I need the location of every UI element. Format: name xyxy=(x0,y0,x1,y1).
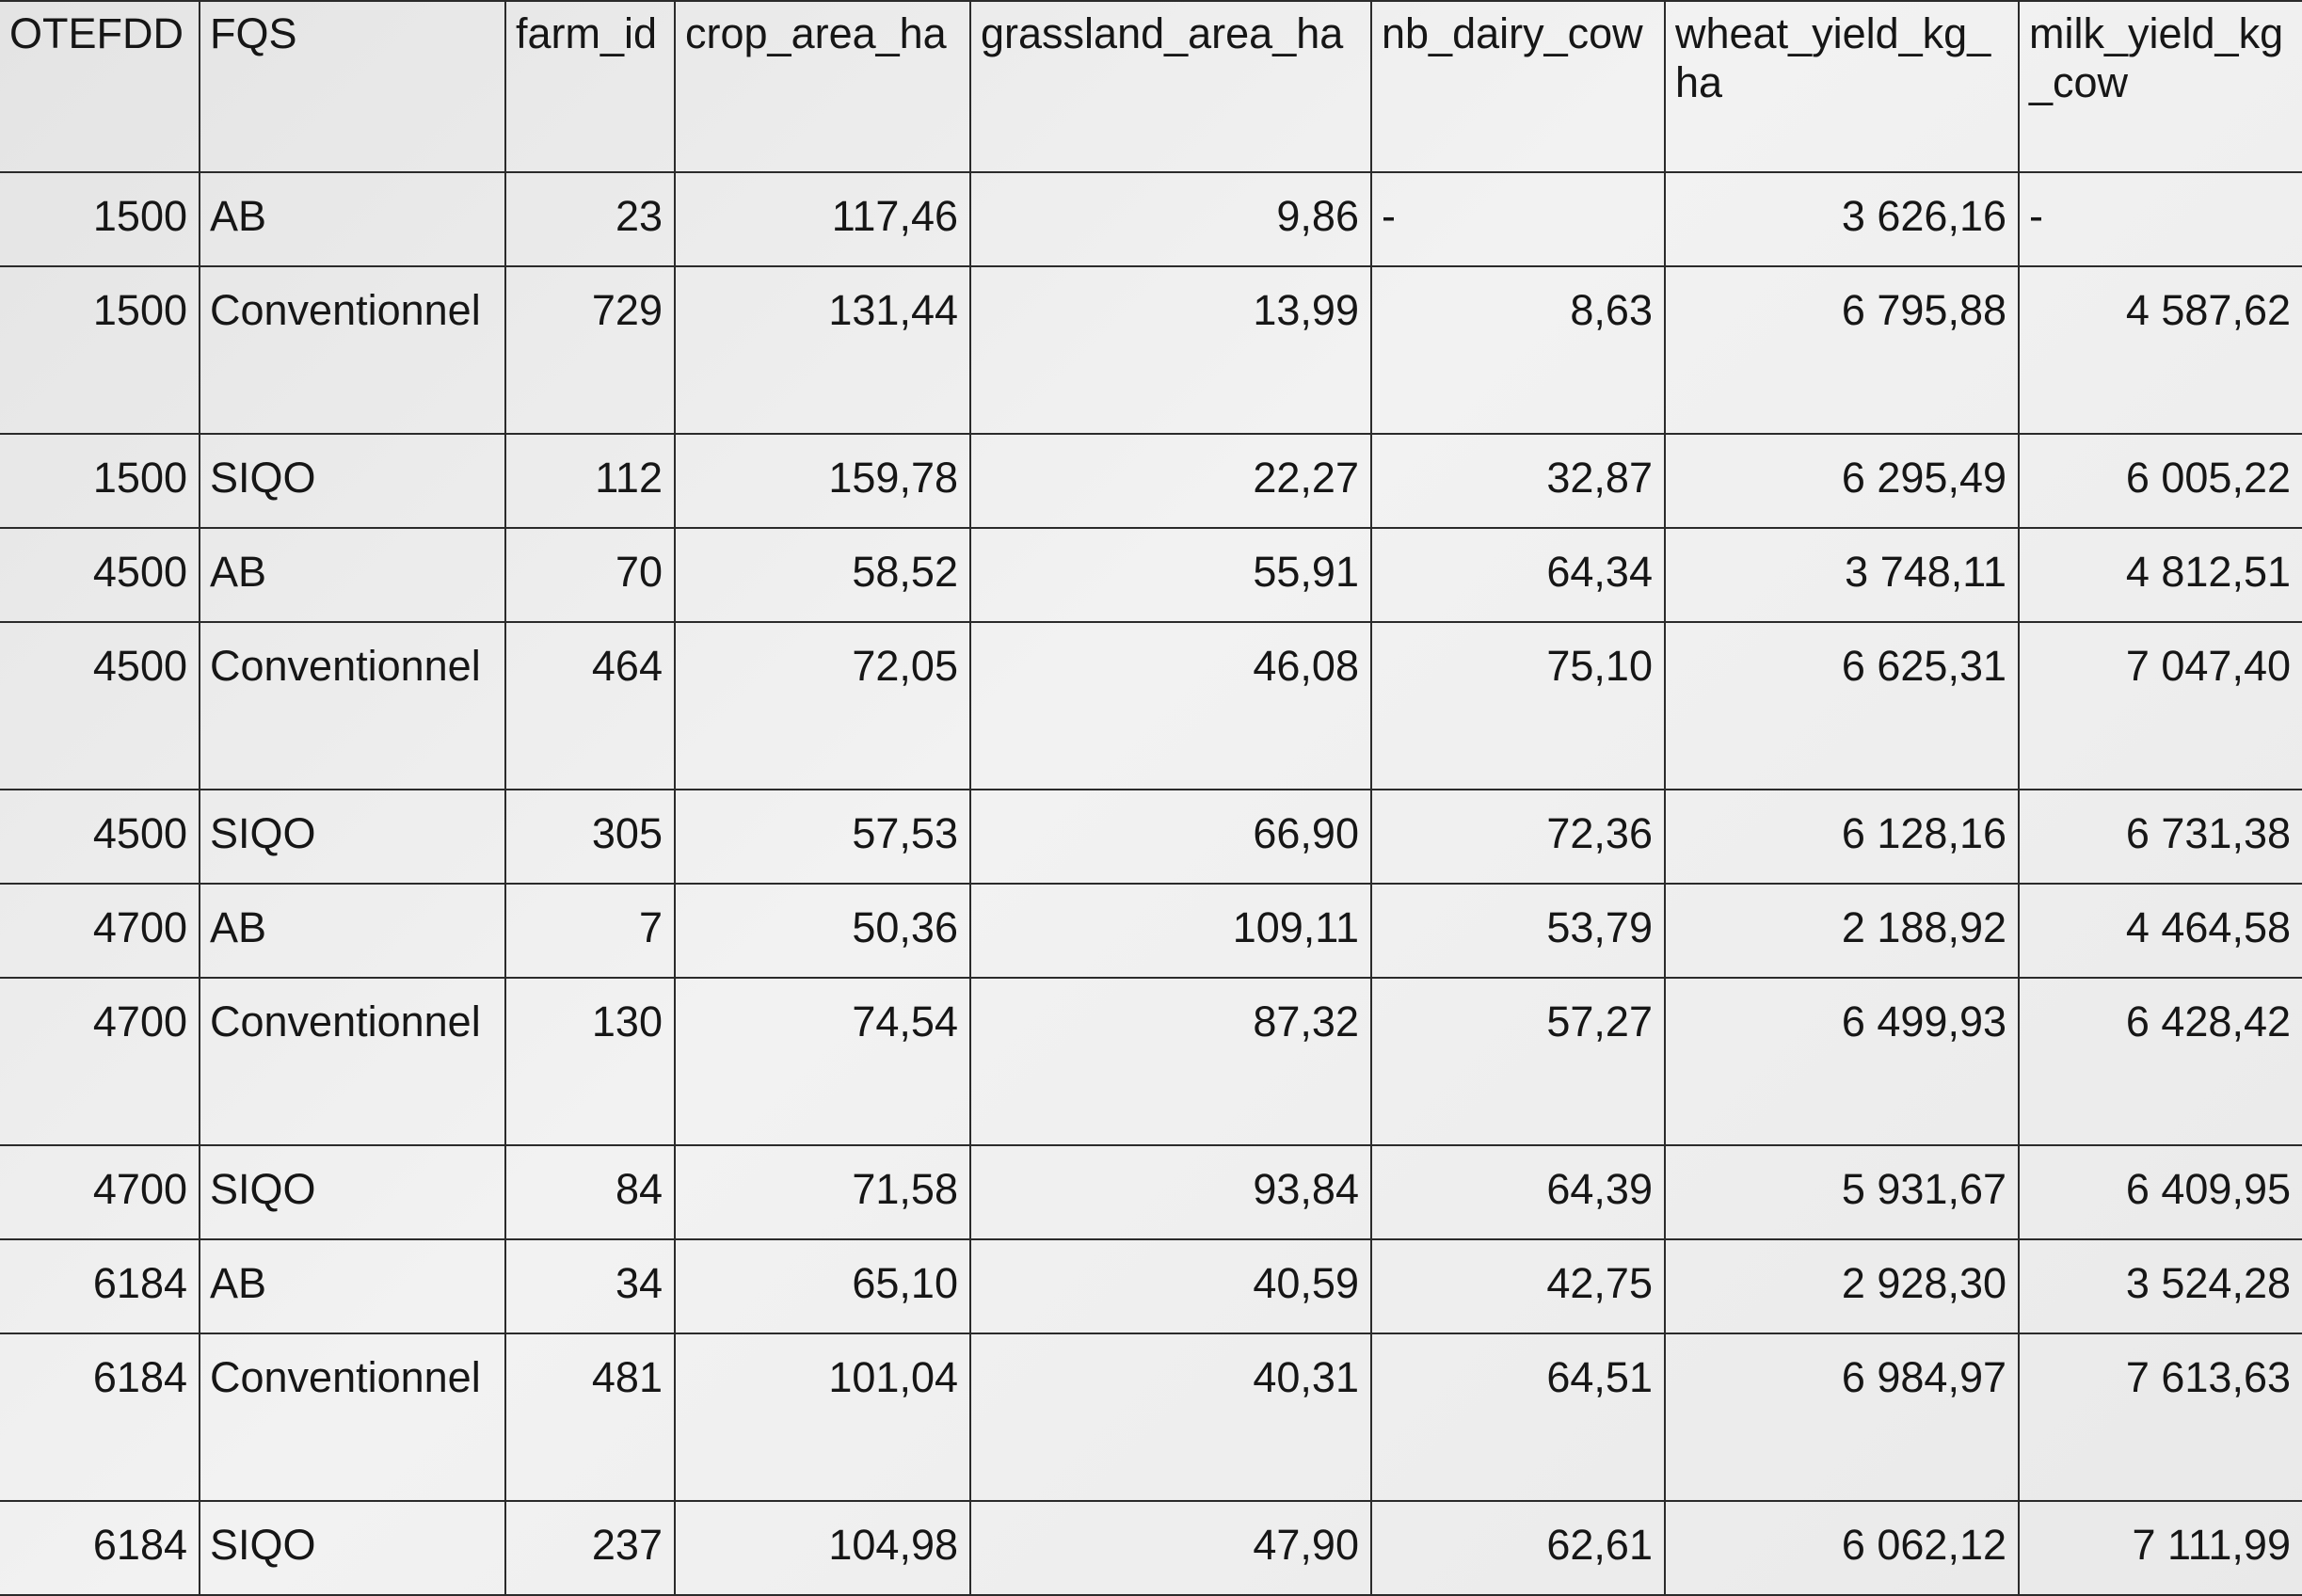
cell-otefdd[interactable]: 6184 xyxy=(0,1333,200,1501)
cell-wheat-yield-kg-ha[interactable]: 6 128,16 xyxy=(1665,790,2019,884)
cell-fqs[interactable]: Conventionnel xyxy=(200,978,505,1145)
cell-crop-area-ha[interactable]: 58,52 xyxy=(675,528,970,622)
cell-nb-dairy-cow[interactable]: 53,79 xyxy=(1371,884,1665,978)
cell-farm-id[interactable]: 112 xyxy=(505,434,675,528)
cell-nb-dairy-cow[interactable]: 8,63 xyxy=(1371,266,1665,434)
column-header-nb-dairy-cow[interactable]: nb_dairy_cow xyxy=(1371,1,1665,172)
cell-farm-id[interactable]: 305 xyxy=(505,790,675,884)
cell-fqs[interactable]: Conventionnel xyxy=(200,622,505,790)
cell-nb-dairy-cow[interactable]: 64,39 xyxy=(1371,1145,1665,1239)
cell-crop-area-ha[interactable]: 159,78 xyxy=(675,434,970,528)
cell-crop-area-ha[interactable]: 57,53 xyxy=(675,790,970,884)
cell-otefdd[interactable]: 4500 xyxy=(0,622,200,790)
table-row xyxy=(0,172,2302,266)
cell-farm-id[interactable]: 7 xyxy=(505,884,675,978)
cell-milk-yield-kg-cow[interactable]: 4 812,51 xyxy=(2019,528,2302,622)
cell-wheat-yield-kg-ha[interactable]: 3 748,11 xyxy=(1665,528,2019,622)
cell-crop-area-ha[interactable]: 50,36 xyxy=(675,884,970,978)
cell-nb-dairy-cow[interactable]: 57,27 xyxy=(1371,978,1665,1145)
cell-wheat-yield-kg-ha[interactable]: 2 928,30 xyxy=(1665,1239,2019,1333)
cell-grassland-area-ha[interactable]: 13,99 xyxy=(970,266,1371,434)
cell-grassland-area-ha[interactable]: 9,86 xyxy=(970,172,1371,266)
cell-grassland-area-ha[interactable]: 109,11 xyxy=(970,884,1371,978)
cell-otefdd[interactable]: 4700 xyxy=(0,978,200,1145)
column-header-crop-area-ha[interactable]: crop_area_ha xyxy=(675,1,970,172)
table-row xyxy=(0,528,2302,622)
cell-nb-dairy-cow[interactable]: 62,61 xyxy=(1371,1501,1665,1595)
cell-wheat-yield-kg-ha[interactable]: 6 295,49 xyxy=(1665,434,2019,528)
cell-farm-id[interactable]: 237 xyxy=(505,1501,675,1595)
cell-crop-area-ha[interactable]: 71,58 xyxy=(675,1145,970,1239)
cell-farm-id[interactable]: 84 xyxy=(505,1145,675,1239)
cell-farm-id[interactable]: 23 xyxy=(505,172,675,266)
cell-nb-dairy-cow[interactable]: 64,51 xyxy=(1371,1333,1665,1501)
cell-wheat-yield-kg-ha[interactable]: 6 499,93 xyxy=(1665,978,2019,1145)
cell-wheat-yield-kg-ha[interactable]: 5 931,67 xyxy=(1665,1145,2019,1239)
table-row xyxy=(0,434,2302,528)
cell-grassland-area-ha[interactable]: 40,31 xyxy=(970,1333,1371,1501)
table-row xyxy=(0,1145,2302,1239)
table-row xyxy=(0,622,2302,790)
cell-farm-id[interactable]: 34 xyxy=(505,1239,675,1333)
cell-otefdd[interactable]: 4700 xyxy=(0,1145,200,1239)
cell-wheat-yield-kg-ha[interactable]: 6 984,97 xyxy=(1665,1333,2019,1501)
cell-fqs[interactable]: AB xyxy=(200,172,505,266)
cell-otefdd[interactable]: 4500 xyxy=(0,790,200,884)
cell-milk-yield-kg-cow[interactable]: 6 731,38 xyxy=(2019,790,2302,884)
cell-nb-dairy-cow[interactable]: 75,10 xyxy=(1371,622,1665,790)
cell-crop-area-ha[interactable]: 72,05 xyxy=(675,622,970,790)
column-header-fqs[interactable]: FQS xyxy=(200,1,505,172)
cell-nb-dairy-cow[interactable]: 64,34 xyxy=(1371,528,1665,622)
cell-farm-id[interactable]: 481 xyxy=(505,1333,675,1501)
cell-fqs[interactable]: AB xyxy=(200,528,505,622)
cell-milk-yield-kg-cow[interactable]: 7 047,40 xyxy=(2019,622,2302,790)
cell-crop-area-ha[interactable]: 104,98 xyxy=(675,1501,970,1595)
cell-nb-dairy-cow[interactable]: 32,87 xyxy=(1371,434,1665,528)
cell-milk-yield-kg-cow[interactable]: 6 005,22 xyxy=(2019,434,2302,528)
cell-farm-id[interactable]: 70 xyxy=(505,528,675,622)
table-body xyxy=(0,172,2302,1595)
cell-milk-yield-kg-cow[interactable]: 4 587,62 xyxy=(2019,266,2302,434)
cell-otefdd[interactable]: 6184 xyxy=(0,1501,200,1595)
cell-nb-dairy-cow[interactable]: 72,36 xyxy=(1371,790,1665,884)
cell-fqs[interactable]: AB xyxy=(200,884,505,978)
cell-milk-yield-kg-cow[interactable]: 3 524,28 xyxy=(2019,1239,2302,1333)
column-header-otefdd[interactable]: OTEFDD xyxy=(0,1,200,172)
cell-fqs[interactable]: SIQO xyxy=(200,1145,505,1239)
table-row xyxy=(0,1333,2302,1501)
cell-crop-area-ha[interactable]: 131,44 xyxy=(675,266,970,434)
cell-milk-yield-kg-cow[interactable]: - xyxy=(2019,172,2302,266)
cell-farm-id[interactable]: 729 xyxy=(505,266,675,434)
cell-crop-area-ha[interactable]: 117,46 xyxy=(675,172,970,266)
cell-fqs[interactable]: Conventionnel xyxy=(200,266,505,434)
cell-otefdd[interactable]: 1500 xyxy=(0,172,200,266)
cell-milk-yield-kg-cow[interactable]: 7 613,63 xyxy=(2019,1333,2302,1501)
cell-otefdd[interactable]: 4500 xyxy=(0,528,200,622)
cell-otefdd[interactable]: 6184 xyxy=(0,1239,200,1333)
cell-milk-yield-kg-cow[interactable]: 6 409,95 xyxy=(2019,1145,2302,1239)
table-row xyxy=(0,266,2302,434)
column-header-farm-id[interactable]: farm_id xyxy=(505,1,675,172)
table-row xyxy=(0,1501,2302,1595)
cell-wheat-yield-kg-ha[interactable]: 6 062,12 xyxy=(1665,1501,2019,1595)
cell-otefdd[interactable]: 4700 xyxy=(0,884,200,978)
cell-grassland-area-ha[interactable]: 22,27 xyxy=(970,434,1371,528)
cell-fqs[interactable]: SIQO xyxy=(200,790,505,884)
column-header-grassland-area-ha[interactable]: grassland_area_ha xyxy=(970,1,1371,172)
cell-farm-id[interactable]: 464 xyxy=(505,622,675,790)
cell-grassland-area-ha[interactable]: 40,59 xyxy=(970,1239,1371,1333)
cell-grassland-area-ha[interactable]: 93,84 xyxy=(970,1145,1371,1239)
table-row xyxy=(0,884,2302,978)
cell-wheat-yield-kg-ha[interactable]: 6 795,88 xyxy=(1665,266,2019,434)
cell-grassland-area-ha[interactable]: 87,32 xyxy=(970,978,1371,1145)
cell-fqs[interactable]: Conventionnel xyxy=(200,1333,505,1501)
column-header-wheat-yield-kg-ha[interactable]: wheat_yield_kg_ha xyxy=(1665,1,2019,172)
table-row xyxy=(0,790,2302,884)
cell-wheat-yield-kg-ha[interactable]: 3 626,16 xyxy=(1665,172,2019,266)
cell-milk-yield-kg-cow[interactable]: 4 464,58 xyxy=(2019,884,2302,978)
header-row xyxy=(0,1,2302,172)
cell-crop-area-ha[interactable]: 101,04 xyxy=(675,1333,970,1501)
cell-grassland-area-ha[interactable]: 47,90 xyxy=(970,1501,1371,1595)
cell-crop-area-ha[interactable]: 74,54 xyxy=(675,978,970,1145)
cell-wheat-yield-kg-ha[interactable]: 2 188,92 xyxy=(1665,884,2019,978)
cell-grassland-area-ha[interactable]: 66,90 xyxy=(970,790,1371,884)
cell-otefdd[interactable]: 1500 xyxy=(0,266,200,434)
cell-milk-yield-kg-cow[interactable]: 7 111,99 xyxy=(2019,1501,2302,1595)
cell-milk-yield-kg-cow[interactable]: 6 428,42 xyxy=(2019,978,2302,1145)
table-row xyxy=(0,1239,2302,1333)
cell-grassland-area-ha[interactable]: 55,91 xyxy=(970,528,1371,622)
cell-otefdd[interactable]: 1500 xyxy=(0,434,200,528)
cell-crop-area-ha[interactable]: 65,10 xyxy=(675,1239,970,1333)
cell-fqs[interactable]: SIQO xyxy=(200,1501,505,1595)
table-row xyxy=(0,978,2302,1145)
cell-farm-id[interactable]: 130 xyxy=(505,978,675,1145)
cell-fqs[interactable]: SIQO xyxy=(200,434,505,528)
cell-nb-dairy-cow[interactable]: - xyxy=(1371,172,1665,266)
cell-grassland-area-ha[interactable]: 46,08 xyxy=(970,622,1371,790)
cell-nb-dairy-cow[interactable]: 42,75 xyxy=(1371,1239,1665,1333)
cell-fqs[interactable]: AB xyxy=(200,1239,505,1333)
column-header-milk-yield-kg-cow[interactable]: milk_yield_kg_cow xyxy=(2019,1,2302,172)
cell-wheat-yield-kg-ha[interactable]: 6 625,31 xyxy=(1665,622,2019,790)
